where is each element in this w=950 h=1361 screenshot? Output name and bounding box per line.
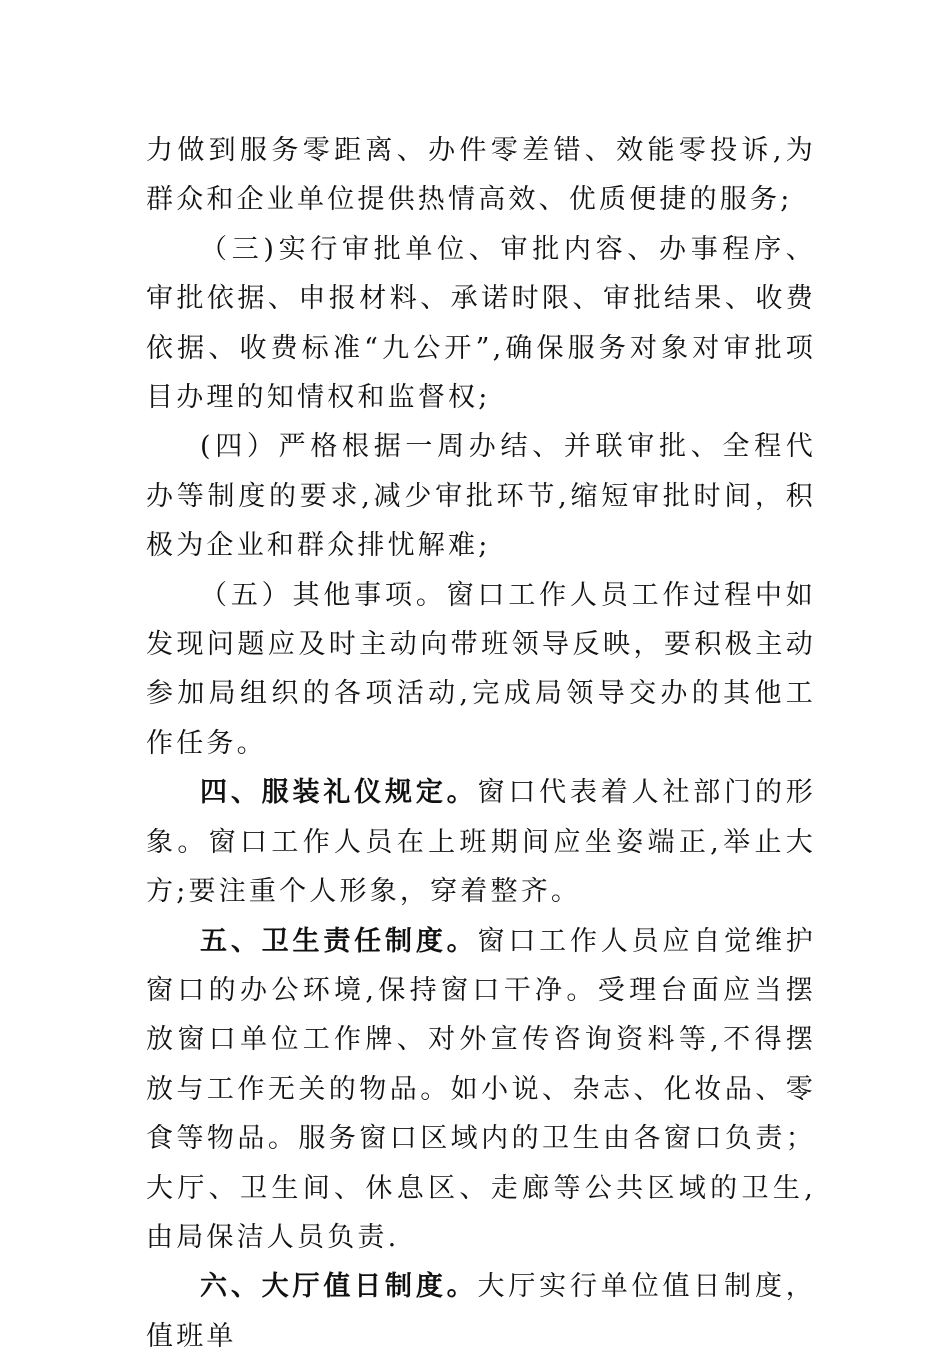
section-heading-attire: 四、服装礼仪规定。 — [200, 777, 478, 809]
paragraph-5 — [146, 768, 816, 916]
paragraph-2 — [146, 225, 816, 423]
paragraph-1 — [146, 126, 816, 225]
document-body — [146, 126, 816, 1361]
paragraph-6 — [146, 917, 816, 1263]
paragraph-7-text: 大厅实行单位值日制度，值班单 — [146, 1271, 816, 1352]
paragraph-4-text: （五）其他事项。窗口工作人员工作过程中如发现问题应及时主动向带班领导反映，要积极主动参加局组织的各项活动,完成局领导交办的其他工作任务。 — [146, 579, 816, 759]
paragraph-7 — [146, 1262, 816, 1361]
paragraph-5-text: 窗口代表着人社部门的形象。窗口工作人员在上班期间应坐姿端正,举止大方;要注重个人形象，穿着整齐。 — [146, 777, 816, 908]
paragraph-1-text: 力做到服务零距离、办件零差错、效能零投诉,为群众和企业单位提供热情高效、优质便捷的服务; — [146, 135, 816, 216]
paragraph-2-text: （三)实行审批单位、审批内容、办事程序、审批依据、申报材料、承诺时限、审批结果、收费依据、收费标准“九公开”,确保服务对象对审批项目办理的知情权和监督权; — [146, 233, 816, 414]
paragraph-3-text: (四）严格根据一周办结、并联审批、全程代办等制度的要求,减少审批环节,缩短审批时间，积极为企业和群众排忧解难; — [146, 431, 816, 562]
section-heading-duty: 六、大厅值日制度。 — [200, 1271, 478, 1303]
paragraph-4 — [146, 571, 816, 769]
paragraph-3 — [146, 422, 816, 570]
paragraph-6-text: 窗口工作人员应自觉维护窗口的办公环境,保持窗口干净。受理台面应当摆放窗口单位工作牌、对外宣传咨询资料等,不得摆放与工作无关的物品。如小说、杂志、化妆品、零食等物品。服务窗口区域内的卫生由各窗口负责；大厅、卫生间、休息区、走廊等公共区域的卫生,由局保洁人员负责. — [146, 925, 816, 1253]
section-heading-hygiene: 五、卫生责任制度。 — [200, 925, 478, 957]
